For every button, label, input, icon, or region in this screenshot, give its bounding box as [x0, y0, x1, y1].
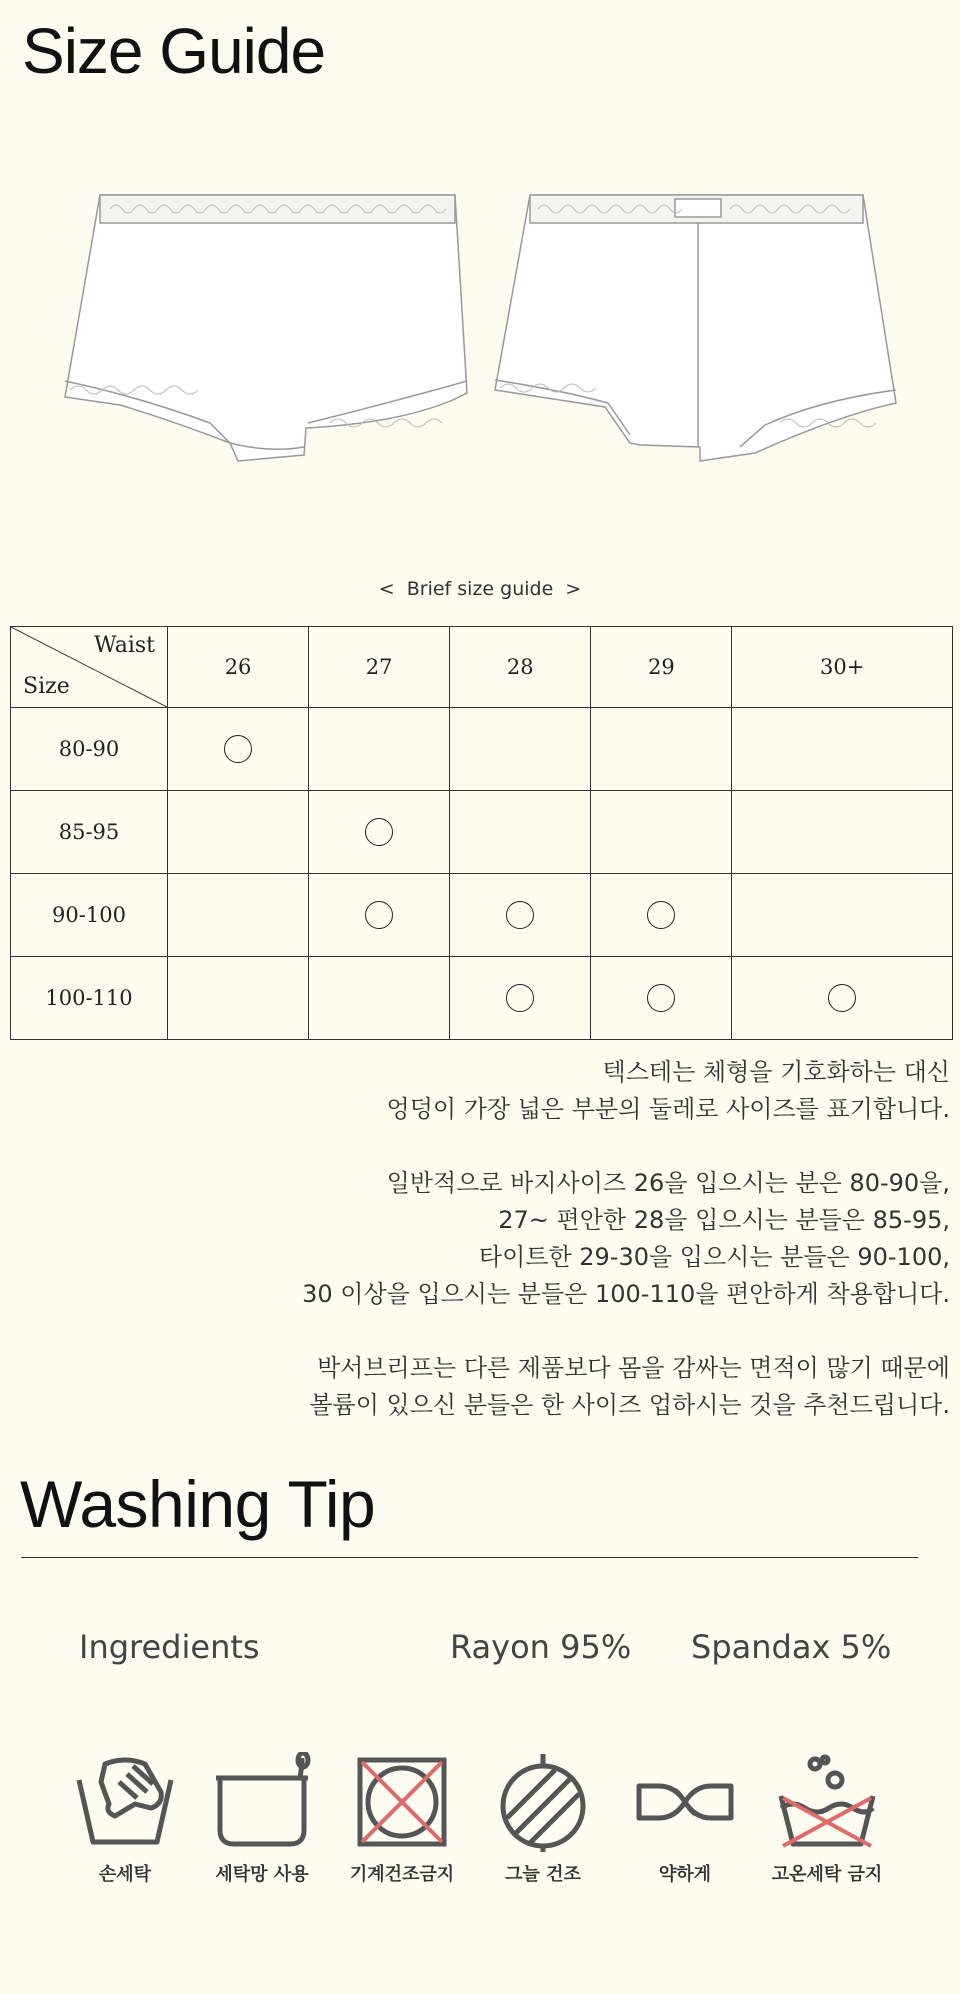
row-size-label: 80-90 — [11, 708, 168, 791]
table-cell — [591, 791, 732, 874]
care-label: 고온세탁 금지 — [771, 1864, 883, 1885]
description-line: 타이트한 29-30을 입으시는 분들은 90-100, — [478, 1243, 950, 1271]
row-size-label: 100-110 — [11, 957, 168, 1040]
column-header: 28 — [450, 627, 591, 708]
row-size-label: 90-100 — [11, 874, 168, 957]
care-label: 기계건조금지 — [349, 1864, 455, 1885]
table-cell — [450, 708, 591, 791]
table-cell — [309, 791, 450, 874]
table-row — [11, 874, 953, 957]
table-cell — [450, 874, 591, 957]
description-line: 30 이상을 입으시는 분들은 100-110을 편안하게 착용합니다. — [302, 1280, 950, 1308]
no-hot-wash-icon — [777, 1752, 877, 1852]
table-cell — [732, 708, 953, 791]
fit-circle-mark — [224, 735, 252, 763]
brief-back-illustration — [495, 195, 896, 461]
table-cell — [309, 874, 450, 957]
care-item-laundry-net — [197, 1752, 327, 1886]
table-cell — [732, 791, 953, 874]
table-cell — [168, 874, 309, 957]
gentle-wring-icon — [635, 1752, 735, 1852]
next-arrow[interactable]: > — [565, 578, 582, 600]
description-line: 박서브리프는 다른 제품보다 몸을 감싸는 면적이 많기 때문에 — [316, 1354, 950, 1382]
table-cell — [309, 957, 450, 1040]
table-cell — [450, 791, 591, 874]
table-cell — [309, 708, 450, 791]
care-item-shade-dry — [478, 1752, 608, 1886]
fit-circle-mark — [647, 984, 675, 1012]
care-item-no-tumble-dry — [337, 1752, 467, 1886]
care-item-no-hot-wash — [762, 1752, 892, 1886]
waist-header: Waist — [94, 633, 155, 658]
fit-circle-mark — [506, 901, 534, 929]
table-cell — [591, 957, 732, 1040]
care-item-hand-wash — [60, 1752, 190, 1886]
ingredient-spandex: Spandax 5% — [691, 1628, 892, 1666]
size-header: Size — [23, 674, 70, 699]
table-row — [11, 957, 953, 1040]
fit-circle-mark — [647, 901, 675, 929]
washing-divider — [21, 1557, 918, 1558]
shade-dry-icon — [493, 1752, 593, 1852]
description-line: 엉덩이 가장 넓은 부분의 둘레로 사이즈를 표기합니다. — [386, 1095, 950, 1123]
brief-size-guide-label: Brief size guide — [406, 578, 554, 600]
prev-arrow[interactable]: < — [378, 578, 395, 600]
column-header: 30+ — [732, 627, 953, 708]
brief-illustrations — [60, 185, 910, 475]
care-label: 손세탁 — [98, 1864, 152, 1885]
care-label: 그늘 건조 — [505, 1864, 581, 1885]
brief-front-illustration — [65, 195, 467, 461]
hand-wash-icon — [75, 1752, 175, 1852]
care-label: 세탁망 사용 — [215, 1864, 309, 1885]
table-cell — [168, 708, 309, 791]
laundry-net-icon — [212, 1752, 312, 1852]
column-header: 26 — [168, 627, 309, 708]
fit-circle-mark — [365, 901, 393, 929]
table-corner-cell — [11, 627, 168, 708]
care-label: 약하게 — [658, 1864, 712, 1885]
description-line: 텍스테는 체형을 기호화하는 대신 — [602, 1058, 950, 1086]
column-header: 29 — [591, 627, 732, 708]
table-cell — [732, 874, 953, 957]
size-description — [302, 1054, 950, 1424]
column-header: 27 — [309, 627, 450, 708]
table-cell — [591, 708, 732, 791]
size-table — [10, 626, 953, 1040]
table-row — [11, 791, 953, 874]
table-header-row — [11, 627, 953, 708]
fit-circle-mark — [828, 984, 856, 1012]
no-tumble-dry-icon — [352, 1752, 452, 1852]
washing-tip-title: Washing Tip — [20, 1467, 376, 1541]
ingredients-label: Ingredients — [79, 1628, 260, 1666]
fit-circle-mark — [506, 984, 534, 1012]
description-line: 일반적으로 바지사이즈 26을 입으시는 분은 80-90을, — [386, 1169, 950, 1197]
table-cell — [450, 957, 591, 1040]
care-item-gentle-wring — [620, 1752, 750, 1886]
table-cell — [168, 791, 309, 874]
size-guide-title: Size Guide — [22, 15, 326, 87]
row-size-label: 85-95 — [11, 791, 168, 874]
brief-size-guide-nav — [0, 578, 960, 600]
table-cell — [591, 874, 732, 957]
table-cell — [168, 957, 309, 1040]
table-row — [11, 708, 953, 791]
description-line: 27~ 편안한 28을 입으시는 분들은 85-95, — [498, 1206, 950, 1234]
description-line: 볼륨이 있으신 분들은 한 사이즈 업하시는 것을 추천드립니다. — [309, 1391, 950, 1419]
table-cell — [732, 957, 953, 1040]
fit-circle-mark — [365, 818, 393, 846]
ingredient-rayon: Rayon 95% — [450, 1628, 632, 1666]
